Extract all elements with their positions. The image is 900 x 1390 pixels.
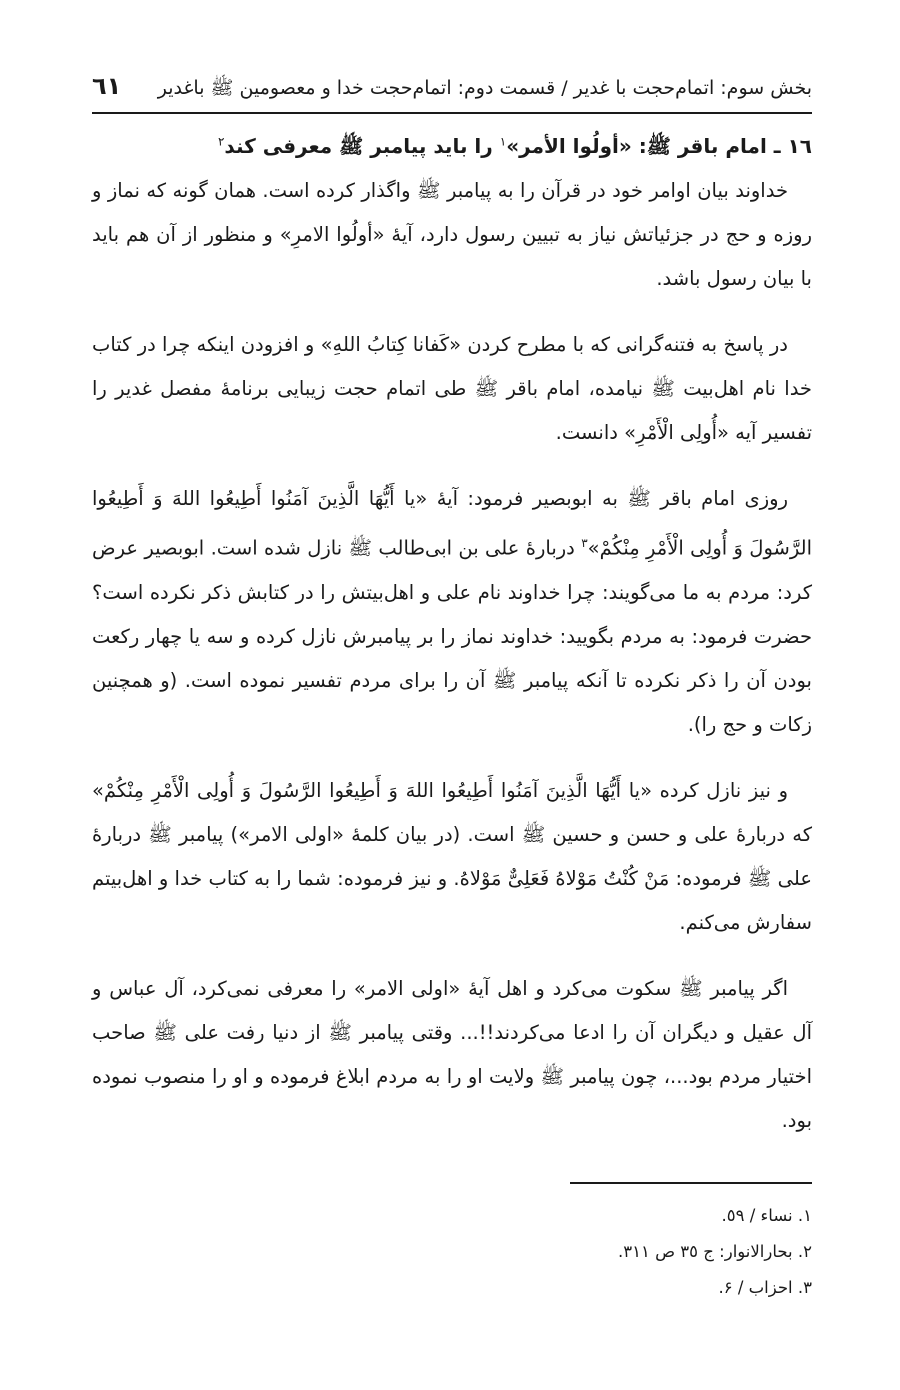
footnote-ref-2[interactable]: ٢: [217, 134, 225, 149]
section-title-part1: امام باقر ﷺ: «أولُوا الأمر»: [506, 134, 767, 158]
footnote-divider: [570, 1182, 812, 1184]
paragraph-3: [92, 477, 812, 747]
section-number: ١٦: [787, 134, 812, 158]
running-title: بخش سوم: اتمام‌حجت با غدیر / قسمت دوم: اتمام‌حجت خدا و معصومین ﷺ باغدیر: [157, 77, 812, 99]
running-header: [92, 64, 812, 114]
paragraph-2: [92, 323, 812, 455]
paragraph-1-text: خداوند بیان اوامر خود در قرآن را به پیامبر ﷺ واگذار کرده است. همان گونه که نماز و روزه و حج در جزئیاتش نیاز به تبیین رسول دارد، آیهٔ «أولُوا الامرِ» و منظور از آن هم باید با بیان رسول باشد.: [92, 179, 812, 290]
book-page: [92, 64, 812, 1354]
section-title-part2: را باید پیامبر ﷺ معرفی کند: [224, 134, 493, 158]
paragraph-3-text-a: روزی امام باقر ﷺ به ابوبصیر فرمود: آیهٔ «یا أَیُّهَا الَّذِینَ آمَنُوا أَطِیعُوا اللهَ وَ أَطِیعُوا الرَّسُولَ وَ أُولِی الْأَمْرِ مِنْکُمْ»: [92, 487, 812, 560]
footnote-1: ١. نساء / ٥٩.: [721, 1206, 812, 1225]
footnote-2: ٢. بحارالانوار: ج ٣٥ ص ٣١١.: [618, 1242, 812, 1261]
footnote-ref-3[interactable]: ٣: [581, 536, 588, 550]
page-number: ٦١: [92, 72, 122, 100]
footnote-ref-1[interactable]: ١: [499, 134, 507, 149]
paragraph-4-text: و نیز نازل کرده «یا أَیُّهَا الَّذِینَ آمَنُوا أَطِیعُوا اللهَ وَ أَطِیعُوا الرَّسُولَ وَ أُولِی الْأَمْرِ مِنْکُمْ» که دربارهٔ علی و حسن و حسین ﷺ است. (در بیان کلمهٔ «اولی الامر») پیامبر ﷺ دربارهٔ علی ﷺ فرموده: مَنْ کُنْتُ مَوْلاهُ فَعَلِیٌّ مَوْلاهُ. و نیز فرموده: شما را به کتاب خدا و اهل‌بیتم سفارش می‌کنم.: [92, 778, 812, 934]
footnotes: [92, 1198, 812, 1306]
paragraph-5: [92, 967, 812, 1143]
footnote-3: ٣. احزاب / ۶.: [718, 1278, 812, 1297]
paragraph-1: [92, 169, 812, 301]
paragraph-3-text-b: دربارهٔ علی بن ابی‌طالب ﷺ نازل شده است. ابوبصیر عرض کرد: مردم به ما می‌گویند: چرا خداوند نام علی و اهل‌بیتش را در کتابش ذکر نکرده است؟ حضرت فرمود: به مردم بگویید: خداوند نماز را بر پیامبرش نازل کرده و سه یا چهار رکعت بودن آن را ذکر نکرده تا آنکه پیامبر ﷺ آن را برای مردم تفسیر نموده است. (و همچنین زکات و حج را).: [92, 536, 812, 736]
paragraph-4: [92, 769, 812, 945]
paragraph-5-text: اگر پیامبر ﷺ سکوت می‌کرد و اهل آیهٔ «اولی الامر» را معرفی نمی‌کرد، آل عباس و آل عقیل و دیگران آن را ادعا می‌کردند!!... وقتی پیامبر ﷺ از دنیا رفت علی ﷺ صاحب اختیار مردم بود...، چون پیامبر ﷺ ولایت او را به مردم ابلاغ فرموده و او را منصوب نموده بود.: [92, 976, 812, 1132]
paragraph-2-text: در پاسخ به فتنه‌گرانی که با مطرح کردن «کَفانا کِتابُ اللهِ» و افزودن اینکه چرا در کتاب خدا نام اهل‌بیت ﷺ نیامده، امام باقر ﷺ طی اتمام حجت زیبایی برنامهٔ مفصل غدیر را تفسیر آیه «أُولِی الْأَمْرِ» دانست.: [92, 333, 812, 444]
section-dash: ـ: [773, 134, 781, 158]
section-heading: [92, 134, 812, 163]
